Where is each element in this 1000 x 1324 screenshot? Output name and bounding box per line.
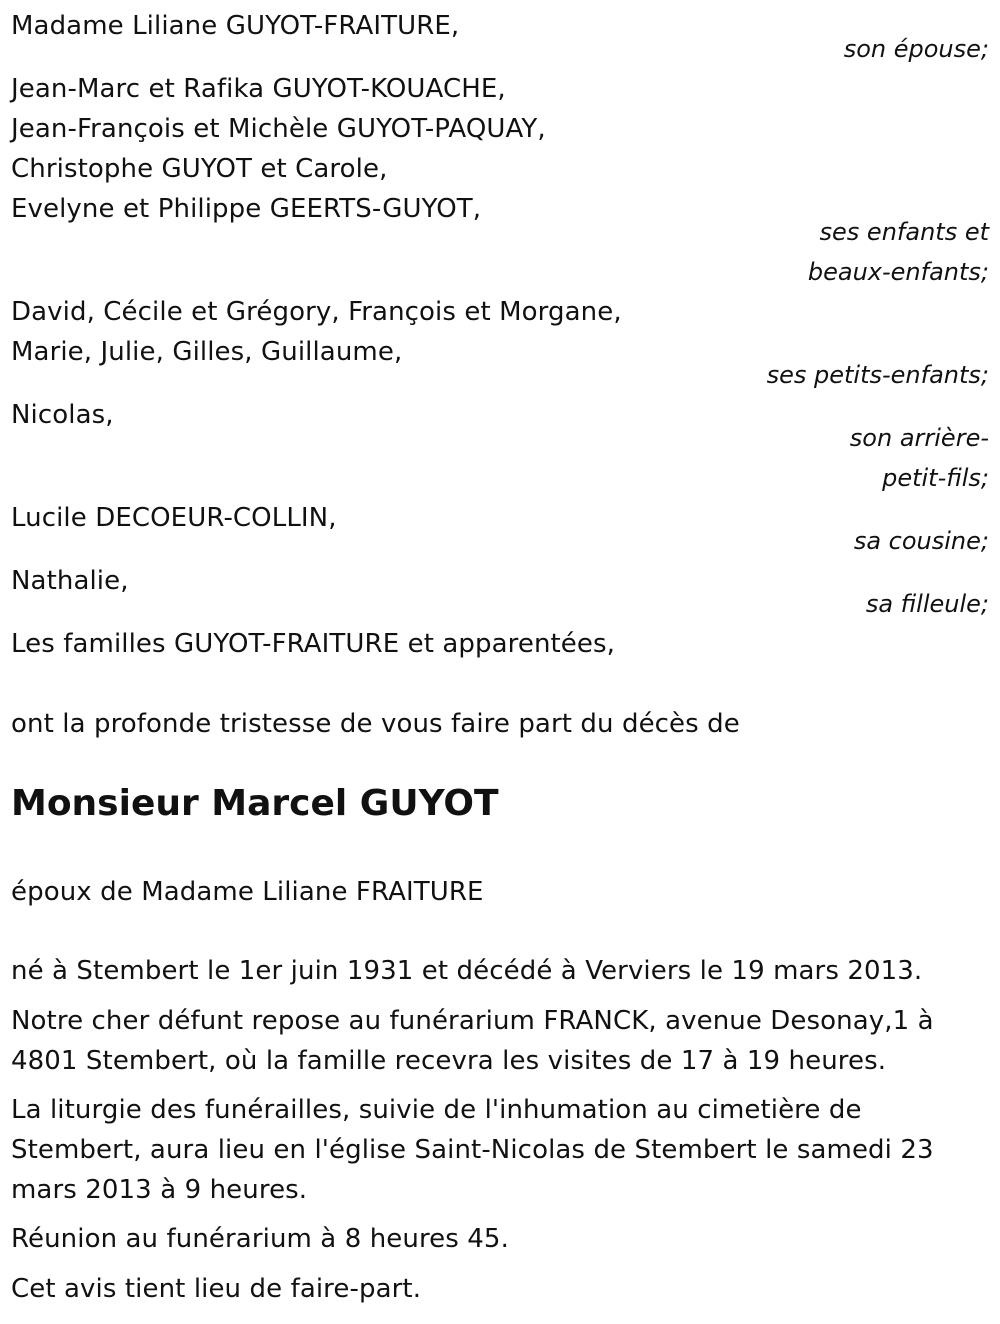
detail-line: mars 2013 à 9 heures. bbox=[11, 1175, 308, 1205]
deceased-name: Monsieur Marcel GUYOT bbox=[11, 783, 499, 824]
relation-label: sa filleule; bbox=[865, 590, 989, 618]
relation-label: son arrière- bbox=[849, 424, 989, 452]
family-line: Marie, Julie, Gilles, Guillaume, bbox=[11, 337, 403, 367]
relation-label: ses enfants et bbox=[819, 218, 989, 246]
family-line: Nathalie, bbox=[11, 566, 129, 596]
detail-line: Cet avis tient lieu de faire-part. bbox=[11, 1274, 422, 1304]
spouse-line: époux de Madame Liliane FRAITURE bbox=[11, 877, 484, 907]
detail-line: Notre cher défunt repose au funérarium FRANCK, avenue Desonay,1 à bbox=[11, 1006, 934, 1036]
detail-line: Stembert, aura lieu en l'église Saint-Nicolas de Stembert le samedi 23 bbox=[11, 1135, 934, 1165]
birth-death-line: né à Stembert le 1er juin 1931 et décédé à Verviers le 19 mars 2013. bbox=[11, 956, 923, 986]
family-line: Jean-François et Michèle GUYOT-PAQUAY, bbox=[11, 114, 546, 144]
family-line: Jean-Marc et Rafika GUYOT-KOUACHE, bbox=[11, 74, 506, 104]
relation-label: petit-fils; bbox=[882, 464, 989, 492]
relation-label: ses petits-enfants; bbox=[766, 361, 989, 389]
family-line: Les familles GUYOT-FRAITURE et apparentées, bbox=[11, 629, 616, 659]
relation-label: beaux-enfants; bbox=[807, 258, 989, 286]
detail-line: La liturgie des funérailles, suivie de l'inhumation au cimetière de bbox=[11, 1095, 862, 1125]
relation-label: son épouse; bbox=[843, 35, 989, 63]
relation-label: sa cousine; bbox=[853, 527, 989, 555]
detail-line: Réunion au funérarium à 8 heures 45. bbox=[11, 1224, 509, 1254]
family-line: Nicolas, bbox=[11, 400, 114, 430]
family-line: David, Cécile et Grégory, François et Morgane, bbox=[11, 297, 622, 327]
detail-line: 4801 Stembert, où la famille recevra les visites de 17 à 19 heures. bbox=[11, 1046, 887, 1076]
family-line: Lucile DECOEUR-COLLIN, bbox=[11, 503, 337, 533]
announcement-text: ont la profonde tristesse de vous faire part du décès de bbox=[11, 709, 740, 739]
family-line: Evelyne et Philippe GEERTS-GUYOT, bbox=[11, 194, 482, 224]
family-line: Christophe GUYOT et Carole, bbox=[11, 154, 388, 184]
family-line: Madame Liliane GUYOT-FRAITURE, bbox=[11, 11, 460, 41]
